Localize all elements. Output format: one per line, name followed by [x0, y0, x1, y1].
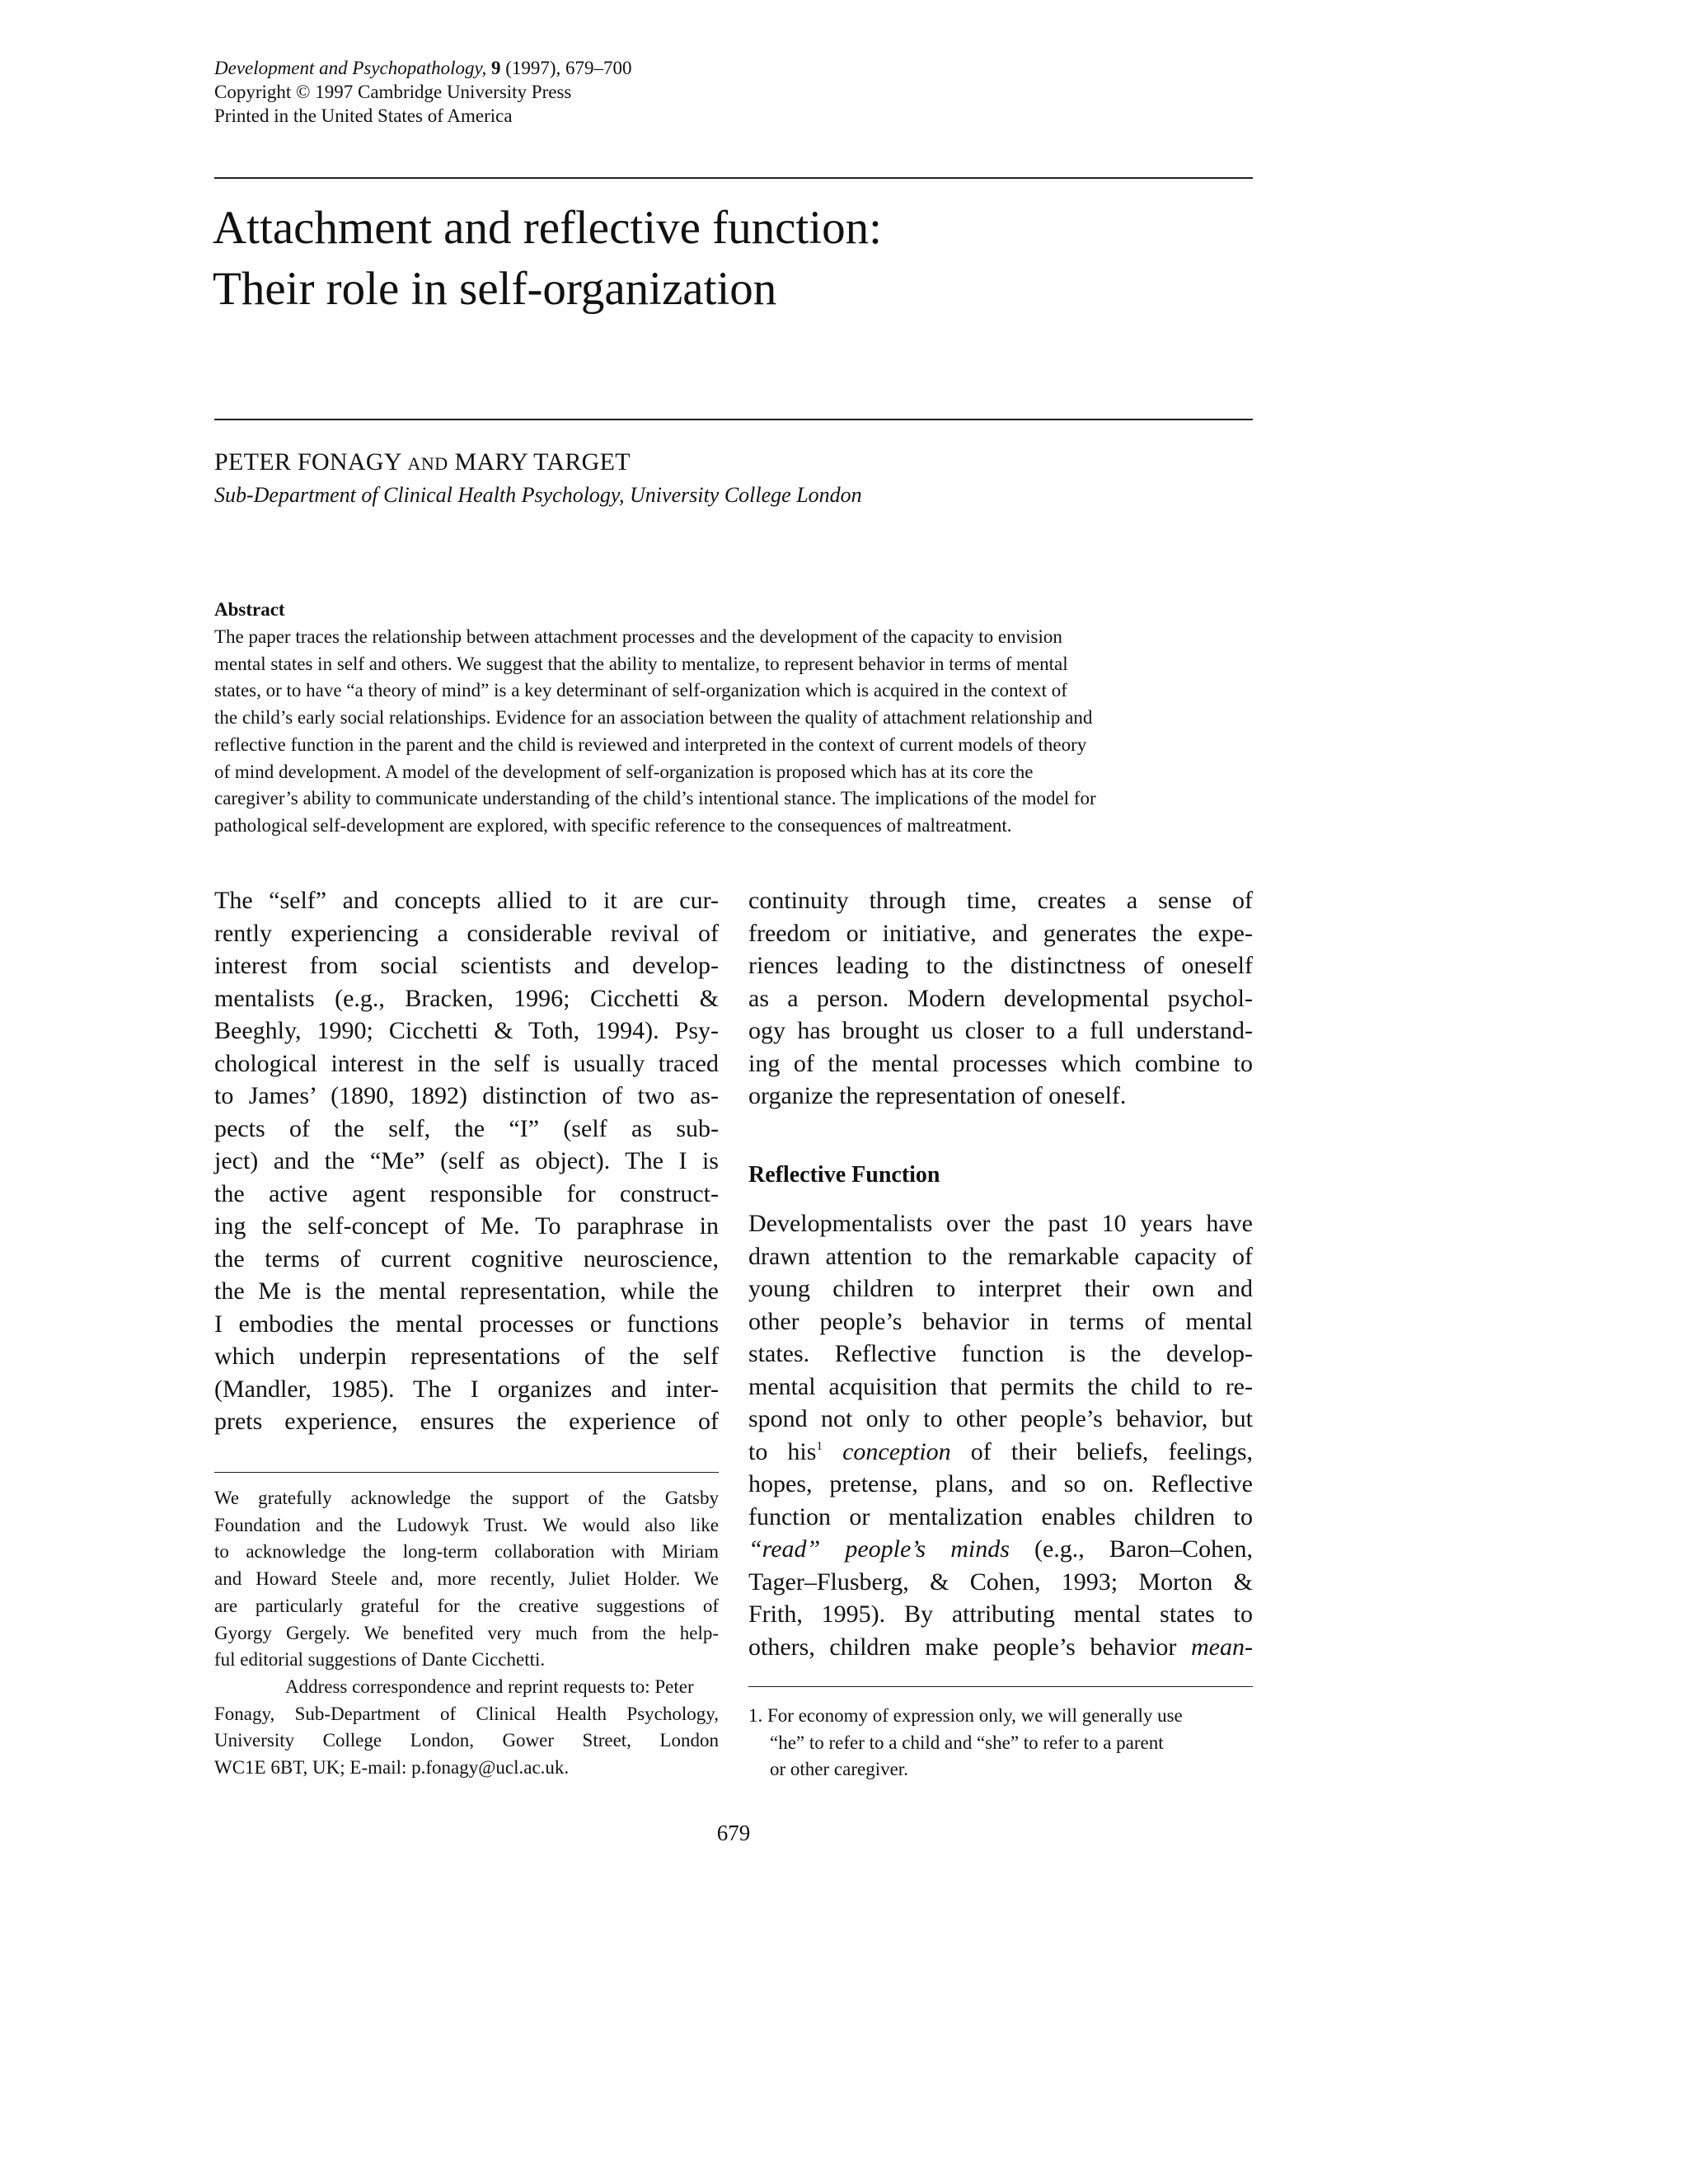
body-line: ogy has brought us closer to a full understand- [748, 1017, 1253, 1044]
body-line: chological interest in the self is usually traced [214, 1049, 719, 1077]
body-line: rently experiencing a considerable revival of [214, 919, 719, 947]
abstract-line: pathological self-development are explored, with specific reference to the consequences of maltreatment. [214, 814, 1012, 836]
text-run: to his [748, 1437, 817, 1465]
body-line: interest from social scientists and develop- [214, 952, 719, 979]
footnote-marker: 1 [816, 1439, 823, 1453]
emphasis: conception [842, 1437, 951, 1465]
section-heading: Reflective Function [748, 1162, 940, 1188]
body-line: riences leading to the distinctness of oneself [748, 952, 1253, 979]
footnote-line: University College London, Gower Street, London [214, 1730, 719, 1751]
body-line: hopes, pretense, plans, and so on. Reflective [748, 1470, 1253, 1497]
article-title [213, 198, 1284, 320]
footnote-line: 1. For economy of expression only, we will generally use [748, 1705, 1183, 1726]
top-rule [214, 177, 1253, 179]
body-line: the Me is the mental representation, while the [214, 1277, 719, 1305]
body-column-right [748, 884, 1253, 1113]
printed-line: Printed in the United States of America [214, 105, 513, 126]
body-line: drawn attention to the remarkable capacity of [748, 1242, 1253, 1270]
citation-line [214, 56, 1286, 80]
body-line: Frith, 1995). By attributing mental states to [748, 1601, 1253, 1628]
body-line [748, 1631, 1253, 1664]
body-line: mentalists (e.g., Bracken, 1996; Cicchetti & [214, 984, 719, 1012]
body-column-left [214, 884, 719, 1438]
footnote-rule-right [748, 1686, 1253, 1687]
title-line-2: Their role in self-organization [213, 263, 777, 315]
body-line: the active agent responsible for construct- [214, 1179, 719, 1207]
text-run: others, children make people’s behavior [748, 1633, 1192, 1661]
acknowledgment-footnote [214, 1485, 719, 1782]
abstract-line: the child’s early social relationships. Evidence for an association between the quality of attachment relationship and [214, 707, 1093, 729]
footnote-line: or other caregiver. [770, 1759, 908, 1780]
body-line: as a person. Modern developmental psychol- [748, 984, 1253, 1012]
page-number: 679 [716, 1821, 751, 1845]
author-conjunction: AND [407, 453, 448, 474]
section-body [748, 1207, 1253, 1663]
footnote-line: “he” to refer to a child and “she” to refer to a parent [770, 1732, 1164, 1753]
abstract-line: The paper traces the relationship between attachment processes and the development of the capacity to envision [214, 626, 1062, 647]
body-line: which underpin representations of the self [214, 1343, 719, 1370]
body-line: ing the self-concept of Me. To paraphrase in [214, 1212, 719, 1240]
copyright-line: Copyright © 1997 Cambridge University Press [214, 82, 572, 102]
body-line: freedom or initiative, and generates the expe- [748, 919, 1253, 947]
author-2: MARY TARGET [454, 448, 631, 476]
authors [214, 448, 631, 479]
journal-name: Development and Psychopathology, [214, 58, 487, 78]
body-line: mental acquisition that permits the child to re- [748, 1372, 1253, 1400]
emphasis: “read” people’s minds [748, 1535, 1010, 1563]
body-line: prets experience, ensures the experience of [214, 1408, 719, 1435]
footnote-line: Gyorgy Gergely. We benefited very much from the help- [214, 1622, 719, 1643]
journal-header [214, 56, 1286, 128]
body-line: to James’ (1890, 1892) distinction of two as- [214, 1082, 719, 1109]
abstract-line: reflective function in the parent and the child is reviewed and interpreted in the context of current models of theory [214, 733, 1087, 755]
emphasis: mean- [1191, 1633, 1253, 1661]
body-line: continuity through time, creates a sense of [748, 887, 1253, 914]
body-line: organize the representation of oneself. [748, 1082, 1127, 1109]
abstract-line: states, or to have “a theory of mind” is a key determinant of self-organization which is acquired in the context of [214, 680, 1067, 701]
footnote-line: WC1E 6BT, UK; E-mail: p.fonagy@ucl.ac.uk. [214, 1757, 570, 1779]
footnote-line: ful editorial suggestions of Dante Cicchetti. [214, 1649, 546, 1671]
body-line: states. Reflective function is the develop- [748, 1340, 1253, 1367]
footnote-line: Address correspondence and reprint requests to: Peter [285, 1675, 694, 1697]
text-run: (e.g., Baron–Cohen, [1009, 1535, 1254, 1563]
text-run: of their beliefs, feelings, [950, 1437, 1253, 1465]
body-line: Beeghly, 1990; Cicchetti & Toth, 1994). Psy- [214, 1017, 719, 1044]
body-line: pects of the self, the “I” (self as sub- [214, 1114, 719, 1142]
body-line: Developmentalists over the past 10 years have [748, 1210, 1253, 1237]
body-line: ject) and the “Me” (self as object). The I is [214, 1147, 719, 1174]
abstract-heading: Abstract [214, 599, 285, 620]
body-line [748, 1436, 1253, 1469]
body-line: young children to interpret their own and [748, 1275, 1253, 1302]
footnote-line: are particularly grateful for the creative suggestions of [214, 1595, 719, 1616]
body-line [748, 1533, 1253, 1566]
body-line: I embodies the mental processes or functions [214, 1310, 719, 1338]
affiliation: Sub-Department of Clinical Health Psychology, University College London [214, 483, 862, 507]
footnote-line: Foundation and the Ludowyk Trust. We would also like [214, 1514, 719, 1535]
abstract-line: of mind development. A model of the development of self-organization is proposed which has at its core the [214, 761, 1034, 782]
body-line: spond not only to other people’s behavior, but [748, 1405, 1253, 1432]
body-line: Tager–Flusberg, & Cohen, 1993; Morton & [748, 1568, 1253, 1596]
body-line: ing of the mental processes which combine to [748, 1049, 1253, 1077]
footnote-line: and Howard Steele and, more recently, Juliet Holder. We [214, 1568, 719, 1590]
footnote-1 [748, 1703, 1253, 1783]
abstract-text [214, 624, 1253, 840]
footnote-line: We gratefully acknowledge the support of the Gatsby [214, 1488, 719, 1508]
body-line: other people’s behavior in terms of mental [748, 1307, 1253, 1335]
body-line: the terms of current cognitive neuroscience, [214, 1244, 719, 1272]
body-line: The “self” and concepts allied to it are cur- [214, 887, 719, 914]
volume: 9 [490, 58, 501, 78]
abstract-line: caregiver’s ability to communicate understanding of the child’s intentional stance. The implications of the model for [214, 788, 1096, 809]
issue-pages: (1997), 679–700 [505, 58, 632, 78]
title-line-1: Attachment and reflective function: [213, 202, 882, 254]
footnote-rule-left [214, 1472, 719, 1473]
footnote-line: Fonagy, Sub-Department of Clinical Health Psychology, [214, 1703, 719, 1724]
body-line: function or mentalization enables children to [748, 1502, 1253, 1530]
footnote-line: to acknowledge the long-term collaboration with Miriam [214, 1541, 719, 1563]
abstract-line: mental states in self and others. We suggest that the ability to mentalize, to represent behavior in terms of mental [214, 653, 1068, 674]
body-line: (Mandler, 1985). The I organizes and inter- [214, 1375, 719, 1403]
author-1: PETER FONAGY [214, 448, 401, 476]
title-rule [214, 419, 1253, 420]
